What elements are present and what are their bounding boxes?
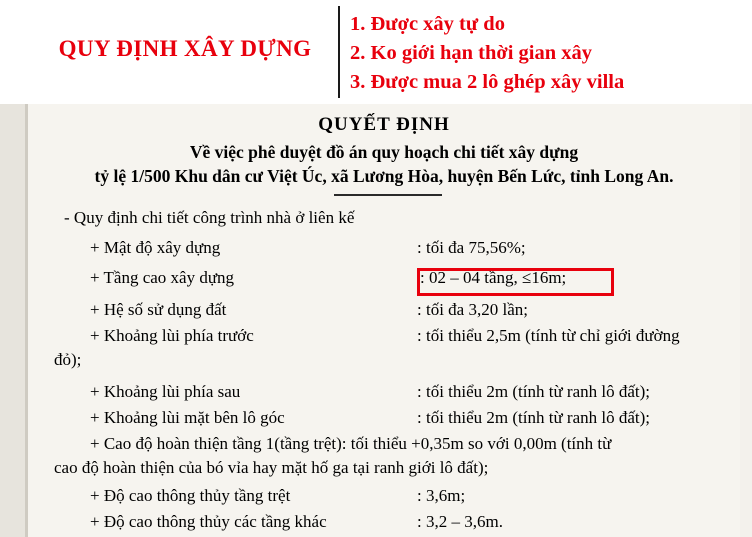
- item-label-thong-thuy-khac: + Độ cao thông thủy các tầng khác: [90, 512, 327, 531]
- decree-title: QUYẾT ĐỊNH: [318, 114, 450, 135]
- item-label-thong-thuy-tret: + Độ cao thông thủy tầng trệt: [90, 486, 291, 505]
- item-value-lui-mat-ben: : tối thiểu 2m (tính từ ranh lô đất);: [417, 408, 651, 427]
- header-title: QUY ĐỊNH XÂY DỰNG: [58, 36, 312, 61]
- header-vertical-divider: [338, 6, 340, 98]
- item-value-mat-do: : tối đa 75,56%;: [417, 238, 526, 257]
- item-label-tang-cao: + Tầng cao xây dựng: [90, 268, 235, 287]
- item-label-lui-truoc: + Khoảng lùi phía trước: [90, 326, 254, 345]
- header-point-1: 1. Được xây tự do: [350, 13, 505, 35]
- item-value-thong-thuy-tret: : 3,6m;: [417, 486, 466, 505]
- item-value-tang-cao: : 02 – 04 tầng, ≤16m;: [420, 268, 567, 287]
- header-points-list: [350, 10, 750, 97]
- item-value-thong-thuy-khac: : 3,2 – 3,6m.: [417, 512, 503, 531]
- header-point-3: 3. Được mua 2 lô ghép xây villa: [350, 71, 625, 93]
- header-point-2: 2. Ko giới hạn thời gian xây: [350, 42, 592, 64]
- item-continuation-cao-do: cao độ hoàn thiện của bó vỉa hay mặt hố ga tại ranh giới lô đất);: [54, 458, 489, 477]
- item-value-lui-truoc: : tối thiểu 2,5m (tính từ chỉ giới đường: [417, 326, 680, 345]
- red-highlight-box: [417, 268, 614, 296]
- section-heading: - Quy định chi tiết công trình nhà ở liên kế: [64, 208, 355, 227]
- title-underline-rule: [334, 194, 442, 196]
- scan-left-margin: [0, 104, 28, 537]
- item-label-he-so: + Hệ số sử dụng đất: [90, 300, 227, 319]
- item-label-lui-mat-ben: + Khoảng lùi mặt bên lô góc: [90, 408, 285, 427]
- item-label-lui-sau: + Khoảng lùi phía sau: [90, 382, 241, 401]
- scanned-document: [0, 104, 752, 537]
- item-continuation-do: đỏ);: [54, 350, 82, 369]
- item-label-cao-do-hoan-thien: + Cao độ hoàn thiện tầng 1(tầng trệt): tối thiểu +0,35m so với 0,00m (tính từ: [90, 434, 612, 453]
- decree-subtitle-line-2: tỷ lệ 1/500 Khu dân cư Việt Úc, xã Lương Hòa, huyện Bến Lức, tỉnh Long An.: [94, 166, 674, 186]
- decree-subtitle-line-1: Về việc phê duyệt đồ án quy hoạch chi tiết xây dựng: [189, 142, 579, 162]
- header-band: [0, 0, 752, 104]
- item-value-he-so: : tối đa 3,20 lần;: [417, 300, 528, 319]
- item-value-lui-sau: : tối thiểu 2m (tính từ ranh lô đất);: [417, 382, 651, 401]
- document-body: [28, 104, 740, 537]
- item-label-mat-do: + Mật độ xây dựng: [90, 238, 221, 257]
